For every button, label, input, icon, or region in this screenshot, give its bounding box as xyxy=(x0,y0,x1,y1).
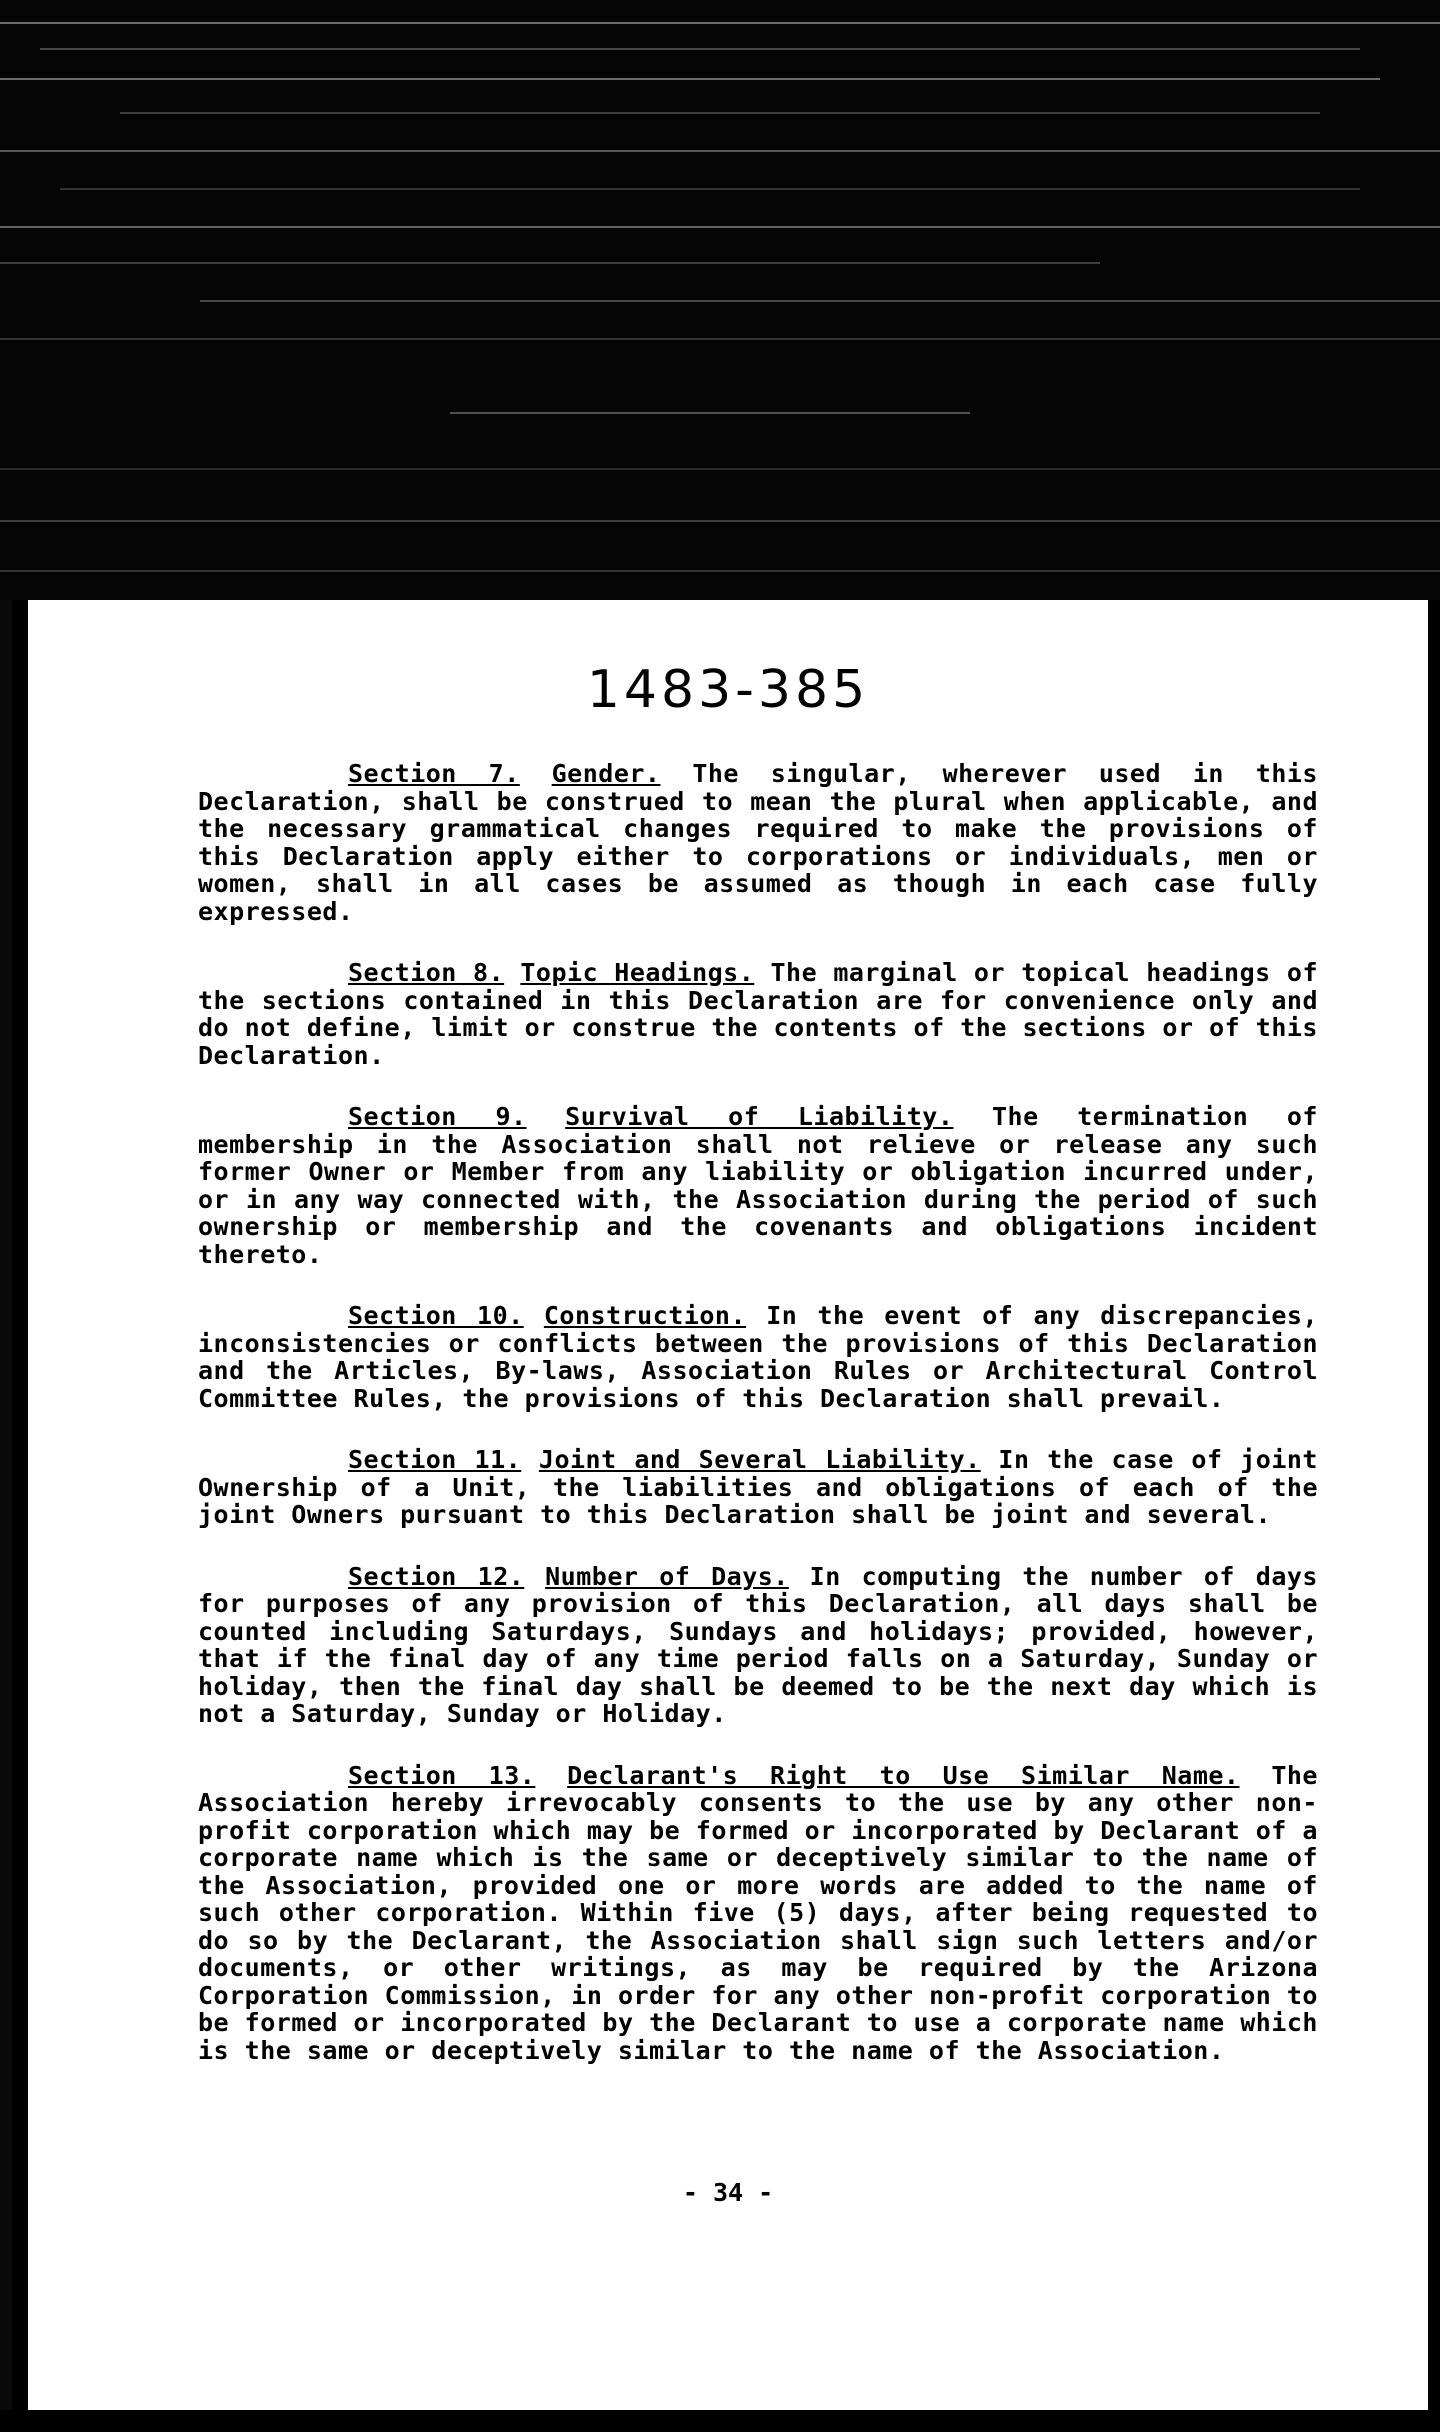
document-number: 1483-385 xyxy=(586,660,870,720)
scan-line xyxy=(120,112,1320,114)
section-label: Section 8. xyxy=(348,958,505,987)
section-11 xyxy=(198,1446,1318,1529)
section-label: Section 7. xyxy=(348,759,520,788)
section-text: In the event of any discrepancies, inconsistencies or conflicts between the provisions of this Declaration and the Articles, By-laws, Association Rules or Architectural Control Committee Rules, the provisions of this Declaration shall prevail. xyxy=(198,1301,1318,1413)
scan-line xyxy=(40,48,1360,50)
section-heading: Topic Headings. xyxy=(520,958,755,987)
document-page xyxy=(28,600,1428,2410)
section-heading: Survival of Liability. xyxy=(565,1102,954,1131)
section-label: Section 10. xyxy=(348,1301,524,1330)
section-text: The marginal or topical headings of the sections contained in this Declaration are for convenience only and do not define, limit or construe the contents of the sections or of this Declaration. xyxy=(198,958,1318,1070)
section-text: The singular, wherever used in this Declaration, shall be construed to mean the plural when applicable, and the necessary grammatical changes required to make the provisions of this Declaration apply either to corporations or individuals, men or women, shall in all cases be assumed as though in each case fully expressed. xyxy=(198,759,1318,926)
scan-bottom-edge xyxy=(0,2410,1440,2432)
section-label: Section 11. xyxy=(348,1445,522,1474)
section-heading: Gender. xyxy=(551,759,661,788)
section-text: The termination of membership in the Association shall not relieve or release any such former Owner or Member from any liability or obligation incurred under, or in any way connected with, the Association during the period of such ownership or membership and the covenants and obligations incident thereto. xyxy=(198,1102,1318,1269)
section-label: Section 9. xyxy=(348,1102,527,1131)
scan-line xyxy=(0,150,1440,152)
scan-line xyxy=(0,468,1440,470)
document-body xyxy=(198,760,1318,2098)
section-text: In the case of joint Ownership of a Unit, the liabilities and obligations of each of the joint Owners pursuant to this Declaration shall be joint and several. xyxy=(198,1445,1318,1529)
section-heading: Declarant's Right to Use Similar Name. xyxy=(567,1760,1240,1790)
section-text: The Association hereby irrevocably consents to the use by any other non-profit corporation which may be formed or incorporated by Declarant of a corporate name which is the same or deceptively similar to the name of the Association, provided one or more words are added to the name of such other corporation. Within five (5) days, after being requested to do so by the Declarant, the Association shall sign such letters and/or documents, or other writings, as may be required by the Arizona Corporation Commission, in order for any other non-profit corporation to be formed or incorporated by the Declarant to use a corporate name which is the same or deceptively similar to the name of the Association. xyxy=(198,1760,1318,2065)
scan-line xyxy=(0,22,1440,24)
section-12 xyxy=(198,1563,1318,1728)
section-heading: Joint and Several Liability. xyxy=(538,1445,981,1474)
section-10 xyxy=(198,1302,1318,1412)
scan-line xyxy=(0,226,1440,228)
section-label: Section 12. xyxy=(348,1561,525,1591)
scan-noise-header xyxy=(0,0,1440,600)
scan-line xyxy=(450,412,970,414)
section-label: Section 13. xyxy=(348,1760,536,1790)
page-number: - 34 - xyxy=(682,2178,774,2207)
section-8 xyxy=(198,959,1318,1069)
scan-line xyxy=(0,520,1440,522)
section-13 xyxy=(198,1762,1318,2065)
section-9 xyxy=(198,1103,1318,1268)
scan-line xyxy=(0,78,1380,80)
section-heading: Number of Days. xyxy=(545,1561,789,1591)
scan-left-edge xyxy=(0,600,12,2432)
section-7 xyxy=(198,760,1318,925)
scan-line xyxy=(0,338,1440,340)
scan-line xyxy=(200,300,1440,302)
scan-line xyxy=(0,570,1440,572)
section-heading: Construction. xyxy=(543,1301,747,1330)
scan-line xyxy=(0,262,1100,264)
scan-line xyxy=(60,188,1360,190)
section-text: In computing the number of days for purposes of any provision of this Declaration, all days shall be counted including Saturdays, Sundays and holidays; provided, however, that if the final day of any time period falls on a Saturday, Sunday or holiday, then the final day shall be deemed to be the next day which is not a Saturday, Sunday or Holiday. xyxy=(198,1561,1318,1728)
